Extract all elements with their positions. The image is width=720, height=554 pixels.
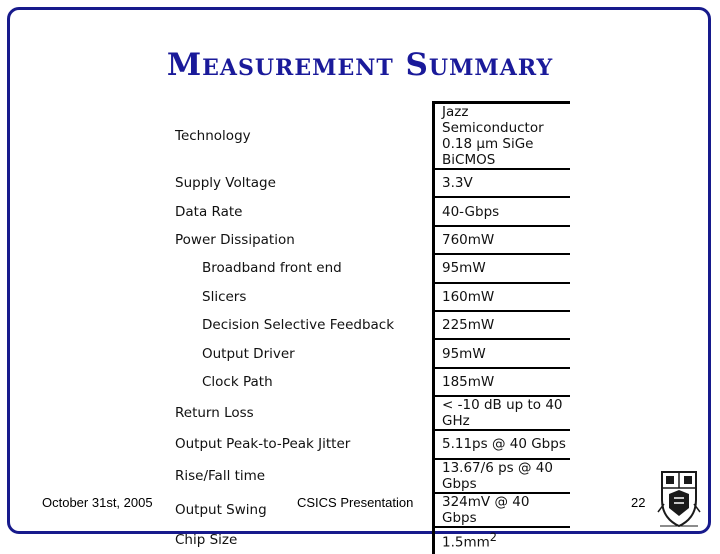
row-label: Power Dissipation — [175, 231, 295, 248]
table-row — [170, 311, 570, 339]
table-row — [170, 430, 570, 458]
row-label: Output Peak-to-Peak Jitter — [175, 436, 351, 453]
row-label: Rise/Fall time — [175, 467, 266, 484]
table-row — [170, 339, 570, 367]
row-label: Chip Size — [175, 532, 238, 549]
row-label: Data Rate — [175, 203, 243, 220]
row-value: 95mW — [434, 254, 571, 282]
row-value: 13.67/6 ps @ 40 Gbps — [434, 459, 571, 493]
row-value: 40-Gbps — [434, 197, 571, 225]
table-row — [170, 103, 570, 170]
row-value: 160mW — [434, 283, 571, 311]
chip-size-value: 1.5mm — [442, 534, 490, 551]
measurement-table — [170, 101, 570, 554]
row-value: 760mW — [434, 226, 571, 254]
row-label: Technology — [175, 127, 251, 144]
row-label: Slicers — [202, 288, 247, 305]
row-value — [434, 527, 571, 554]
slide-title: Measurement Summary — [166, 47, 554, 83]
row-label: Decision Selective Feedback — [202, 317, 395, 334]
footer-presentation: CSICS Presentation — [297, 495, 414, 510]
row-label: Output Swing — [175, 501, 267, 518]
row-label: Clock Path — [202, 373, 273, 390]
row-label: Supply Voltage — [175, 175, 276, 192]
table-row — [170, 368, 570, 396]
row-value: 185mW — [434, 368, 571, 396]
chip-size-exponent: 2 — [489, 530, 497, 544]
row-value: < -10 dB up to 40 GHz — [434, 396, 571, 430]
row-value: 324mV @ 40 Gbps — [434, 493, 571, 527]
table-row — [170, 226, 570, 254]
row-value: 5.11ps @ 40 Gbps — [434, 430, 571, 458]
row-value-line: Jazz Semiconductor — [442, 104, 544, 136]
row-value-line: 0.18 µm SiGe BiCMOS — [442, 136, 534, 168]
table-row — [170, 396, 570, 430]
table-row — [170, 169, 570, 197]
row-value: 3.3V — [434, 169, 571, 197]
row-label: Return Loss — [175, 405, 254, 422]
row-value — [434, 103, 571, 170]
table-row — [170, 283, 570, 311]
university-crest-icon — [656, 468, 702, 532]
row-value: 95mW — [434, 339, 571, 367]
row-value: 225mW — [434, 311, 571, 339]
table-row — [170, 197, 570, 225]
row-label: Output Driver — [202, 345, 295, 362]
table-row — [170, 527, 570, 554]
page-number: 22 — [631, 495, 646, 510]
row-label: Broadband front end — [202, 260, 342, 277]
footer-date: October 31st, 2005 — [42, 495, 153, 510]
table-row — [170, 254, 570, 282]
table-row — [170, 459, 570, 493]
